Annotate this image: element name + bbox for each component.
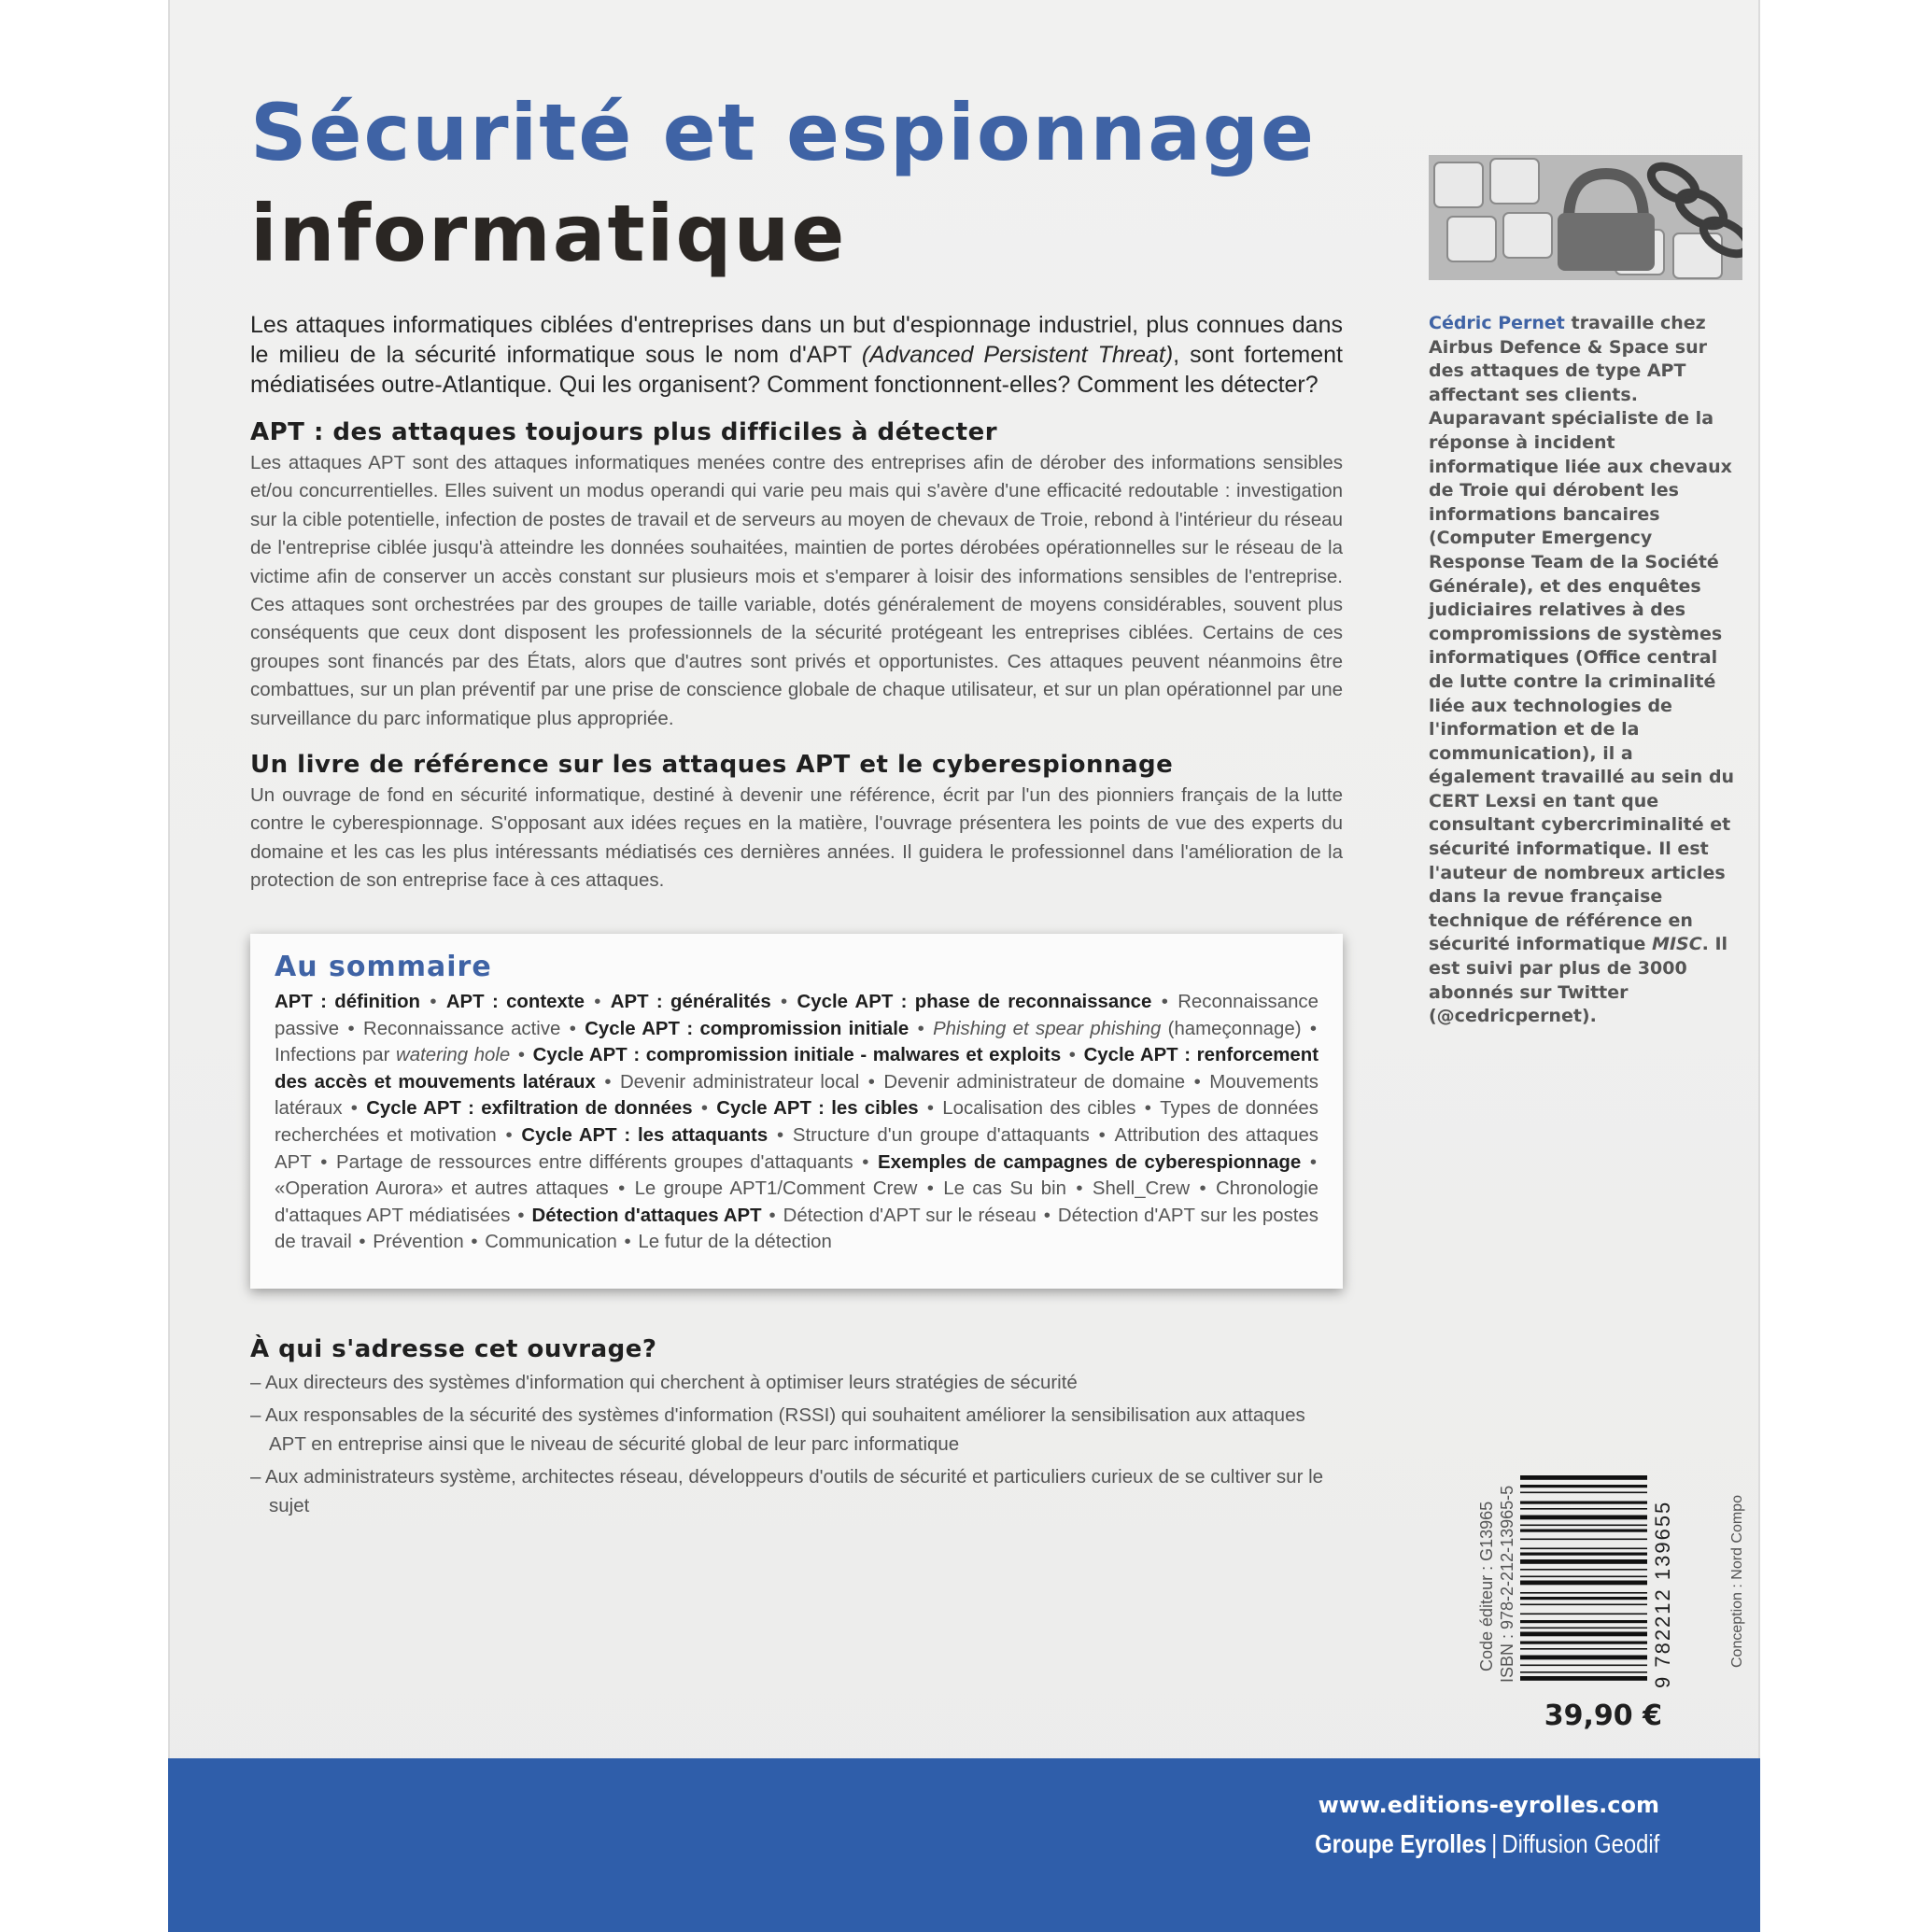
toc-item: [620, 1072, 859, 1093]
toc-item-text: Infections par: [275, 1045, 396, 1066]
audience-list: [250, 1369, 1343, 1520]
conception-credit: Conception : Nord Compo: [1729, 1495, 1745, 1668]
toc-item: [943, 1178, 1066, 1199]
toc-item-text: Le futur de la détection: [638, 1232, 832, 1253]
toc-item: [933, 1019, 1301, 1039]
section-2-heading: Un livre de référence sur les attaques APT et le cyberespionnage: [250, 751, 1174, 779]
toc-bullet: •: [919, 1178, 942, 1200]
toc-item-text: Partage de ressources entre différents groupes d'attaquants: [336, 1151, 853, 1173]
toc-bullet: •: [1192, 1178, 1215, 1200]
barcode-bar: [1520, 1475, 1647, 1480]
section-1-heading: APT : des attaques toujours plus difficiles à détecter: [250, 418, 998, 446]
publisher-separator: |: [1490, 1829, 1497, 1858]
photo-illustration: [1429, 155, 1742, 280]
toc-bullet: •: [585, 992, 609, 1012]
toc-item-text: Attribution des attaques APT: [275, 1124, 1319, 1173]
toc-item: [366, 1098, 692, 1119]
toc-item-text: Cycle APT : compromission initiale: [585, 1018, 910, 1039]
toc-item: [878, 1152, 1301, 1173]
toc-item-text: APT : généralités: [610, 992, 771, 1012]
barcode-bar: [1520, 1492, 1647, 1494]
audience-heading: À qui s'adresse cet ouvrage?: [250, 1335, 657, 1363]
barcode-bar: [1520, 1676, 1647, 1681]
barcode: [1520, 1474, 1660, 1685]
barcode-bar: [1520, 1516, 1647, 1520]
audience-item: – Aux directeurs des systèmes d'information qui cherchent à optimiser leurs stratégies de sécurité: [250, 1372, 1078, 1393]
toc-item: [363, 1019, 560, 1039]
toc-item-text: Mouvements latéraux: [275, 1071, 1319, 1120]
barcode-bar: [1520, 1502, 1647, 1504]
audience-section: [250, 1335, 1343, 1525]
barcode-bar: [1520, 1559, 1647, 1564]
author-bio-text-2: . Il est suivi par plus de 3000 abonnés sur Twitter (@cedricpernet).: [1429, 934, 1728, 1027]
toc-bullet: •: [353, 1232, 372, 1253]
section-2-body: Un ouvrage de fond en sécurité informatique, destiné à devenir une référence, écrit par l'un des pionniers français de la lutte contre le cyberespionnage. S'opposant aux idées reçues en la matière, l'ouvrage présentera les points de vue des experts du domaine et les cas les plus intéressants médiatisés ces dernières années. Il guidera le professionnel dans l'amélioration de la protection de son entreprise face à ces attaques.: [250, 784, 1343, 892]
barcode-bar: [1520, 1581, 1647, 1586]
toc-item-text: Détection d'APT sur les postes de travail: [275, 1205, 1319, 1253]
table-of-contents-box: [250, 934, 1343, 1289]
barcode-bar: [1520, 1614, 1647, 1615]
toc-item-text: Détection d'APT sur le réseau: [783, 1205, 1037, 1226]
barcode-bar: [1520, 1530, 1647, 1532]
title-line-2: informatique: [250, 188, 847, 279]
toc-item-text: Phishing et spear phishing: [933, 1018, 1162, 1039]
toc-item-text: APT : définition: [275, 992, 420, 1012]
toc-item: [942, 1098, 1135, 1119]
toc-item: [275, 1178, 609, 1199]
toc-bullet: •: [694, 1098, 715, 1120]
toc-item-text: Localisation des cibles: [942, 1098, 1136, 1120]
barcode-bar: [1520, 1656, 1647, 1660]
toc-item: [373, 1232, 463, 1252]
toc-item-text: Devenir administrateur local: [619, 1071, 860, 1093]
toc-item-text: Chronologie d'attaques APT médiatisées: [275, 1178, 1319, 1226]
toc-bullet: •: [610, 1178, 633, 1200]
toc-item-text: Cycle APT : phase de reconnaissance: [797, 992, 1152, 1012]
barcode-bar: [1520, 1539, 1647, 1541]
toc-bullet: •: [769, 1124, 791, 1146]
toc-item-text: Reconnaissance passive: [275, 992, 1319, 1039]
toc-item: [883, 1072, 1185, 1093]
toc-bullet: •: [1037, 1205, 1056, 1226]
toc-title: Au sommaire: [275, 951, 492, 983]
toc-bullet: •: [618, 1232, 637, 1253]
toc-item-text: Reconnaissance active: [362, 1018, 561, 1039]
toc-item: [336, 1152, 853, 1173]
toc-bullet: •: [1137, 1098, 1159, 1120]
toc-item-text: Cycle APT : exfiltration de données: [366, 1098, 693, 1120]
toc-bullet: •: [344, 1098, 365, 1120]
audience-item: – Aux administrateurs système, architectes réseau, développeurs d'outils de sécurité et particuliers curieux de se cultiver sur le sujet: [250, 1466, 1324, 1516]
barcode-bar: [1520, 1485, 1647, 1488]
distributor-name: Diffusion Geodif: [1502, 1829, 1659, 1858]
barcode-bar: [1520, 1576, 1647, 1578]
section-1-body: Les attaques APT sont des attaques informatiques menées contre des entreprises afin de dérober des informations sensibles et/ou concurrentielles. Elles suivent un modus operandi qui varie peu mais qui s'avère d'une efficacité redoutable : investigation sur la cible potentielle, infection de postes de travail et de serveurs au moyen de chevaux de Troie, rebond à l'intérieur du réseau de l'entreprise ciblée jusqu'à atteindre les données souhaitées, maintien de portes dérobées opérationnelles sur le réseau de la victime afin de conserver un accès constant sur plusieurs mois et s'emparer à loisir des informations sensibles de l'entreprise. Ces attaques sont orchestrées par des groupes de taille variable, dotés généralement de moyens considérables, souvent plus conséquents que ceux dont disposent les professionnels de la sécurité protégeant les entreprises ciblées. Certains de ces groupes sont financés par des États, alors que d'autres sont privés et opportunistes. Ces attaques peuvent néanmoins être combattues, sur un plan préventif par une prise de conscience globale de chaque utilisateur, et sur un plan opérationnel par une surveillance du parc informatique plus appropriée.: [250, 452, 1343, 729]
toc-item: [793, 1125, 1090, 1146]
toc-bullet: •: [512, 1045, 531, 1066]
toc-item: [585, 1019, 909, 1039]
toc-bullet: •: [910, 1018, 932, 1039]
toc-item-text: Cycle APT : les attaquants: [521, 1124, 769, 1146]
barcode-bar: [1520, 1665, 1647, 1667]
toc-item: [532, 1206, 762, 1226]
intro-text-2: , sont fortement médiatisées outre-Atlantique. Qui les organisent? Comment fonctionnent-elles? Comment les détecter?: [250, 342, 1343, 398]
toc-item: [797, 992, 1152, 1012]
toc-bullet: •: [763, 1205, 782, 1226]
intro-paragraph: [250, 310, 1343, 400]
toc-item-text: Détection d'attaques APT: [531, 1205, 762, 1226]
barcode-bar: [1520, 1642, 1647, 1644]
author-misc: MISC: [1652, 934, 1702, 955]
toc-item-text: «Operation Aurora» et autres attaques: [275, 1178, 609, 1200]
barcode-bar: [1520, 1548, 1647, 1550]
toc-item-text: Exemples de campagnes de cyberespionnage: [878, 1151, 1302, 1173]
toc-bullet: •: [465, 1232, 484, 1253]
toc-bullet: •: [341, 1018, 361, 1039]
toc-bullet: •: [1153, 992, 1177, 1012]
toc-bullet: •: [1303, 1151, 1317, 1173]
barcode-bar: [1520, 1632, 1647, 1637]
toc-bullet: •: [772, 992, 796, 1012]
toc-bullet: •: [597, 1071, 618, 1093]
toc-bullet: •: [1067, 1178, 1091, 1200]
toc-item-italic-suffix: watering hole: [396, 1045, 511, 1066]
title-line-1: Sécurité et espionnage: [250, 87, 1317, 178]
intro-text-1: Les attaques informatiques ciblées d'entreprises dans un but d'espionnage industriel, plus connues dans le milieu de la sécurité informatique sous le nom d'APT: [250, 312, 1343, 368]
author-bio: [1429, 312, 1742, 1029]
toc-item: [635, 1178, 918, 1199]
publisher-website: www.editions-eyrolles.com: [1318, 1792, 1659, 1818]
toc-item: [716, 1098, 918, 1119]
toc-bullet: •: [1303, 1018, 1317, 1039]
barcode-bar: [1520, 1597, 1647, 1600]
barcode-bar: [1520, 1648, 1647, 1650]
toc-bullet: •: [920, 1098, 941, 1120]
toc-bullet: •: [1063, 1045, 1082, 1066]
toc-item-text: Devenir administrateur de domaine: [883, 1071, 1186, 1093]
toc-item-text: Le groupe APT1/Comment Crew: [634, 1178, 918, 1200]
toc-item: [275, 1045, 510, 1065]
barcode-bar: [1520, 1508, 1647, 1510]
toc-item-text: Le cas Su bin: [943, 1178, 1066, 1200]
audience-item: – Aux responsables de la sécurité des systèmes d'information (RSSI) qui souhaitent améliorer la sensibilisation aux attaques APT en entreprise ainsi que le niveau de sécurité global de leur parc informatique: [250, 1404, 1305, 1455]
toc-bullet: •: [512, 1205, 530, 1226]
toc-item-suffix: (hameçonnage): [1161, 1018, 1302, 1039]
toc-item-text: Cycle APT : renforcement des accès et mouvements latéraux: [275, 1045, 1319, 1093]
toc-item-text: Cycle APT : compromission initiale - malwares et exploits: [532, 1045, 1062, 1066]
toc-item-text: Structure d'un groupe d'attaquants: [792, 1124, 1090, 1146]
toc-item: [1093, 1178, 1190, 1199]
barcode-graphic: [1520, 1474, 1660, 1685]
toc-bullet: •: [854, 1151, 877, 1173]
toc-bullet: •: [422, 992, 444, 1012]
price: 39,90 €: [1544, 1699, 1662, 1732]
barcode-bar: [1520, 1592, 1647, 1594]
barcode-bar: [1520, 1569, 1647, 1571]
intro-italic: (Advanced Persistent Threat): [861, 342, 1174, 368]
barcode-digits: 9 782212 139655: [1651, 1500, 1674, 1688]
toc-item-text: Cycle APT : les cibles: [716, 1098, 919, 1120]
isbn-text: ISBN : 978-2-212-13965-5: [1498, 1485, 1516, 1683]
code-editeur: Code éditeur : G13965: [1477, 1501, 1496, 1671]
toc-item: [275, 992, 420, 1012]
barcode-bar: [1520, 1628, 1647, 1629]
keyboard-padlock-photo: [1429, 155, 1742, 280]
author-name: Cédric Pernet: [1429, 313, 1565, 333]
book-title: [250, 82, 1316, 284]
barcode-bar: [1520, 1604, 1647, 1606]
toc-bullet: •: [562, 1018, 584, 1039]
toc-item: [533, 1045, 1062, 1065]
publisher-name: Groupe Eyrolles: [1314, 1829, 1487, 1858]
toc-item-text: Communication: [485, 1232, 617, 1253]
publisher-line: [1315, 1829, 1659, 1859]
section-reference-book: [250, 751, 1343, 895]
toc-bullet: •: [1187, 1071, 1208, 1093]
toc-item-text: Shell_Crew: [1092, 1178, 1191, 1200]
toc-bullet: •: [861, 1071, 882, 1093]
barcode-bar: [1520, 1620, 1647, 1623]
toc-item: [446, 992, 585, 1012]
barcode-bar: [1520, 1553, 1647, 1556]
barcode-bar: [1520, 1525, 1647, 1527]
publisher-footer-band: [168, 1758, 1760, 1932]
toc-item: [485, 1232, 617, 1252]
toc-item-text: APT : contexte: [445, 992, 585, 1012]
section-apt-detection: [250, 418, 1343, 733]
toc-item-text: Types de données recherchées et motivation: [275, 1098, 1319, 1146]
toc-item: [521, 1125, 768, 1146]
toc-bullet: •: [498, 1124, 520, 1146]
barcode-bar: [1520, 1671, 1647, 1673]
author-bio-text-1: travaille chez Airbus Defence & Space sur des attaques de type APT affectant ses clients. Auparavant spécialiste de la réponse à incident informatique liée aux chevaux de Troie qui dérobent les informations bancaires (Computer Emergency Response Team de la Société Générale), et des enquêtes judiciaires relatives à des compromissions de systèmes informatiques (Office central de lutte contre la criminalité liée aux technologies de l'information et de la communication), il a également travaillé au sein du CERT Lexsi en tant que consultant cybercriminalité et sécurité informatique. Il est l'auteur de nombreux articles dans la revue française technique de référence en sécurité informatique: [1429, 313, 1735, 955]
toc-item: [638, 1232, 831, 1252]
toc-item: [611, 992, 771, 1012]
toc-item: [783, 1206, 1037, 1226]
toc-item-text: Prévention: [373, 1232, 464, 1253]
toc-bullet: •: [1091, 1124, 1113, 1146]
toc-body: [275, 989, 1319, 1256]
toc-bullet: •: [313, 1151, 335, 1173]
